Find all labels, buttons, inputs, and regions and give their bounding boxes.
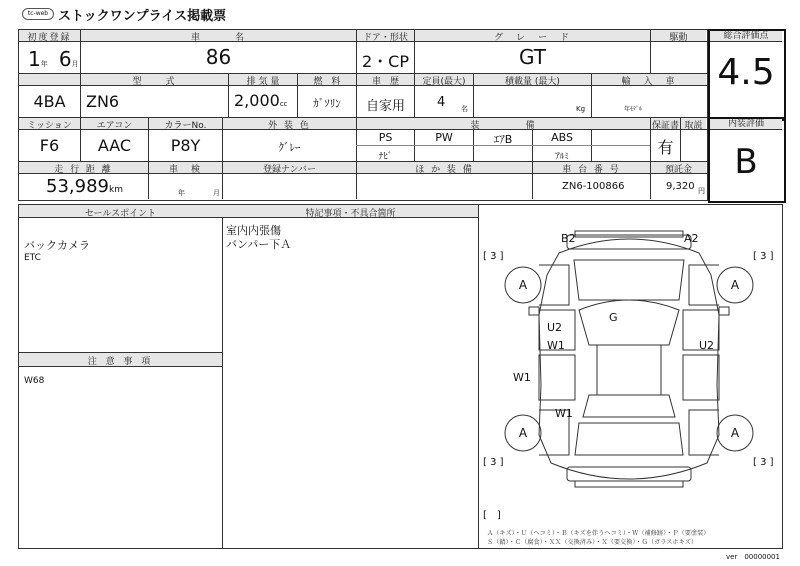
bracket-spare: [ ] <box>483 510 501 521</box>
price-unit: 円 <box>698 187 705 195</box>
tire-rear-left: A <box>518 426 528 440</box>
label-history: 車 歴 <box>371 77 399 87</box>
mark-u2-right: U2 <box>699 339 715 352</box>
legend-line-2: Ｓ（錆）・Ｃ（腐食）・ＸＸ（交換済み）・Ｘ（要交換）・Ｇ（ガラスホキズ） <box>487 539 698 546</box>
chassis-no-value: ZN6-100866 <box>562 181 625 192</box>
caution-item-1: W68 <box>24 376 45 386</box>
label-price: 預託金 <box>664 165 692 175</box>
label-mileage: 走 行 距 離 <box>54 165 113 175</box>
color-no-value: P8Y <box>170 136 201 155</box>
label-car-name: 車 名 <box>190 33 246 43</box>
import-note: 年ﾓﾃﾞﾙ <box>624 106 643 113</box>
tire-front-left: A <box>518 278 528 292</box>
exterior-color-value: ｸﾞﾚｰ <box>278 141 301 154</box>
label-aircon: エアコン <box>96 121 133 131</box>
car-name-value: 86 <box>205 45 232 69</box>
notes-title: 特記事項・不具合箇所 <box>305 209 396 219</box>
mileage-value: 53,989km <box>46 176 123 197</box>
mark-w1-rear: W1 <box>555 407 573 420</box>
total-score-value: 4.5 <box>717 52 775 93</box>
note-1: 室内内張傷 <box>226 224 281 237</box>
label-mission: ミッション <box>27 121 72 131</box>
sales-point-title: セールスポイント <box>84 209 157 219</box>
label-capacity: 定員(最大) <box>422 77 466 87</box>
tire-rear-right: A <box>730 426 740 440</box>
label-interior-score: 内装評価 <box>710 119 782 129</box>
label-import: 輸 入 車 <box>621 77 677 87</box>
door-shape-value: 2・CP <box>361 52 409 71</box>
label-exterior-color: 外 装 色 <box>268 121 311 131</box>
aircon-value: AAC <box>97 136 132 155</box>
label-chassis-no: 車 台 番 号 <box>562 165 621 175</box>
mark-w1-left-door: W1 <box>547 339 565 352</box>
equip-alumi: ｱﾙﾐ <box>555 152 569 162</box>
legend-line-1: Ａ（キズ）・Ｕ（ヘコミ）・Ｂ（キズを伴うヘコミ）・Ｗ（補修跡）・Ｐ（要塗装） <box>487 530 710 537</box>
equip-abs: ABS <box>551 131 573 144</box>
label-fuel: 燃 料 <box>313 77 341 87</box>
equip-navi: ﾅﾋﾞ <box>378 152 393 162</box>
label-other-equipment: ほ か 装 備 <box>415 165 474 175</box>
load-unit: Kg <box>576 105 586 113</box>
logo: tc-web <box>22 8 54 20</box>
label-inspection: 車 検 <box>168 165 202 175</box>
label-warranty: 保証書 <box>651 121 679 131</box>
label-door-shape: ドア・形状 <box>363 33 408 43</box>
capacity-value: 4 <box>437 95 446 110</box>
price-value: 9,320 <box>666 181 695 192</box>
version-label: ver 00000001 <box>726 553 780 561</box>
label-displacement: 排 気 量 <box>246 77 280 87</box>
equip-ps: PS <box>378 131 393 144</box>
mission-value: F6 <box>39 136 60 155</box>
label-grade: グ レ ー ド <box>493 33 571 43</box>
car-damage-diagram <box>479 205 781 547</box>
first-reg-value: 1年 6月 <box>28 47 79 71</box>
label-color-no: カラーNo. <box>164 121 207 131</box>
caution-title: 注 意 事 項 <box>87 357 154 367</box>
note-2: バンパー下Ａ <box>226 238 292 251</box>
bracket-front-right: [ 3 ] <box>753 251 774 262</box>
label-total-score: 総合評価点 <box>710 31 782 41</box>
inspection-month-unit: 月 <box>213 189 220 197</box>
equip-pw: PW <box>435 131 453 144</box>
mark-a2: A2 <box>684 232 699 245</box>
equip-ac: ｴｱB <box>493 133 513 146</box>
mark-w1-rear-fender: W1 <box>513 371 531 384</box>
mark-b2: B2 <box>561 232 576 245</box>
interior-score-value: B <box>734 142 758 182</box>
grade-value: GT <box>518 45 546 69</box>
label-first-reg: 初度登録 <box>27 33 72 43</box>
sales-point-2: ETC <box>24 253 41 263</box>
bracket-front-left: [ 3 ] <box>483 251 504 262</box>
label-equipment: 装 備 <box>470 121 537 131</box>
label-plate: 登録ナンバー <box>263 165 316 175</box>
model-prefix-value: 4BA <box>33 92 66 111</box>
bracket-rear-left: [ 3 ] <box>483 457 504 468</box>
tire-front-right: A <box>730 278 740 292</box>
warranty-value: 有 <box>657 138 674 157</box>
bracket-rear-right: [ 3 ] <box>753 457 774 468</box>
mark-g: G <box>609 311 618 324</box>
label-model: 型 式 <box>132 77 177 87</box>
page-title: ストックワンプライス掲載票 <box>58 9 227 24</box>
history-value: 自家用 <box>365 99 405 114</box>
inspection-year-unit: 年 <box>178 189 185 197</box>
sales-point-1: バックカメラ <box>24 239 90 252</box>
model-value: ZN6 <box>86 92 120 111</box>
label-load: 積載量 (最大) <box>505 77 560 87</box>
mark-u2-left: U2 <box>547 321 563 334</box>
displacement-value: 2,000cc <box>234 91 288 110</box>
label-drive: 駆動 <box>669 33 688 43</box>
fuel-value: ｶﾞｿﾘﾝ <box>313 97 341 110</box>
capacity-unit: 名 <box>461 105 468 113</box>
label-manual: 取説 <box>684 121 703 131</box>
